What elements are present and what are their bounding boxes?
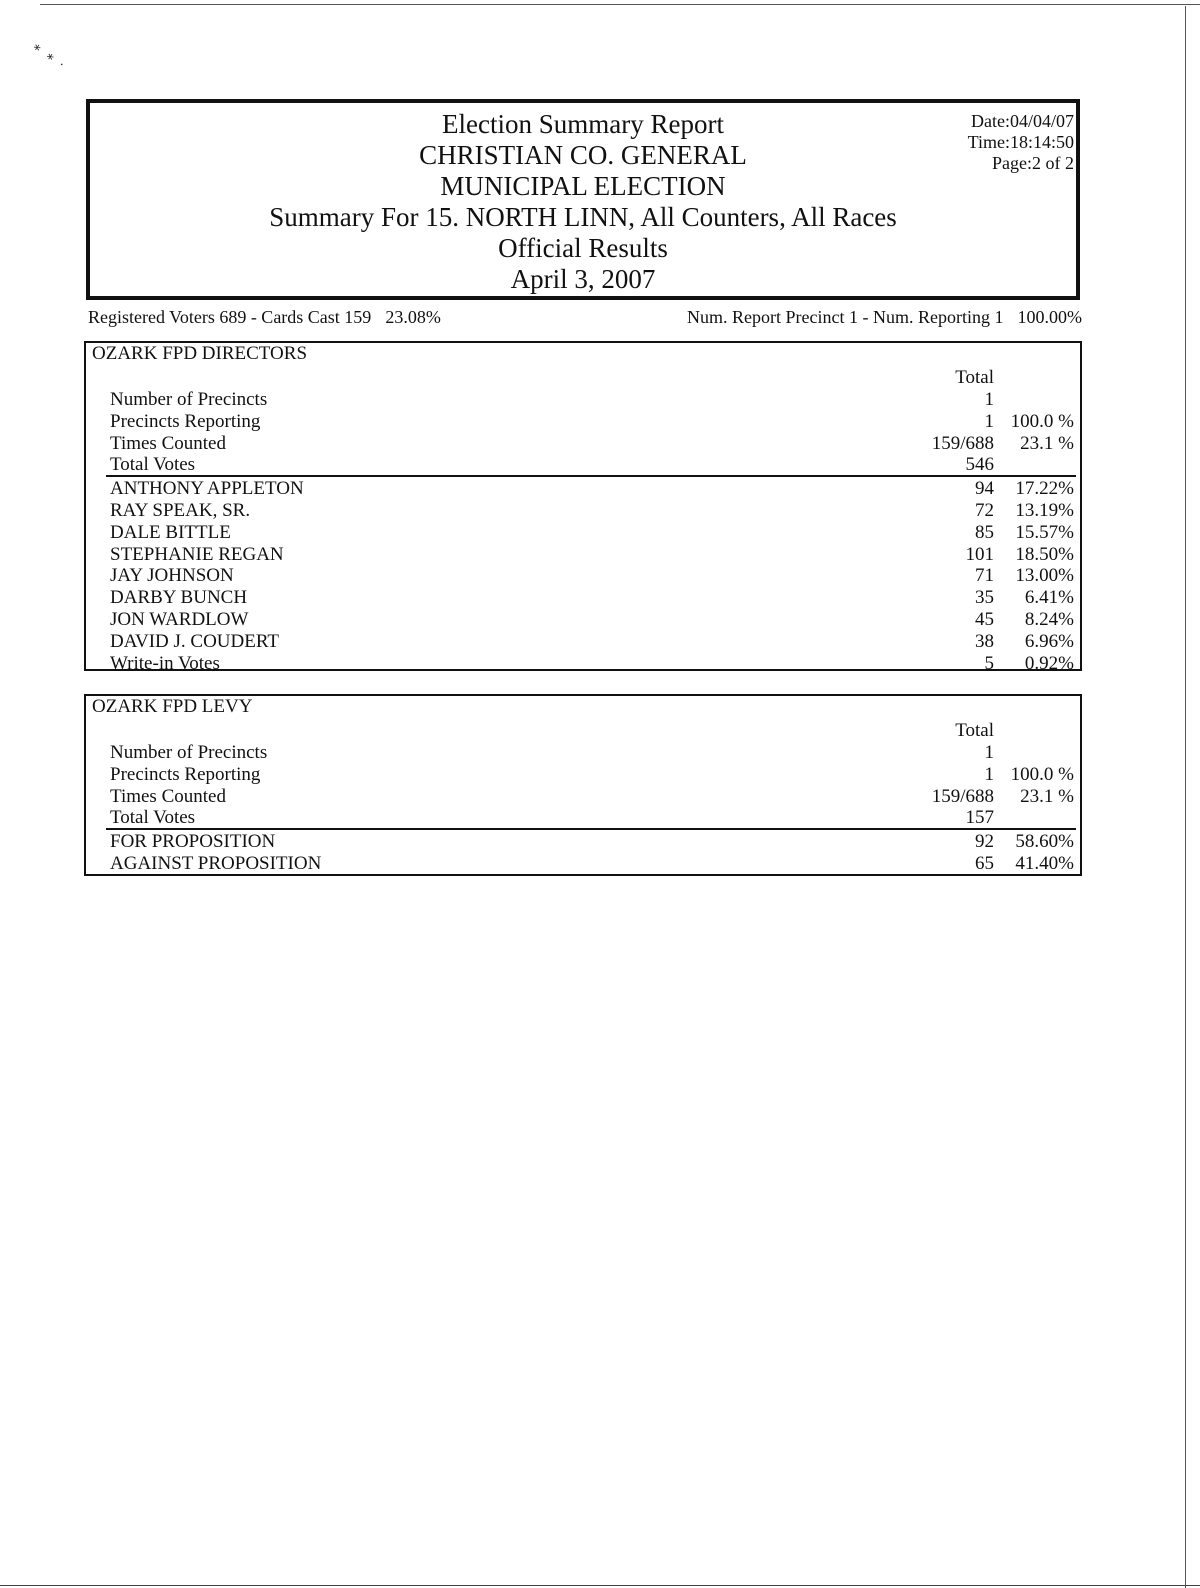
- candidate-row-jon-wardlow: [86, 609, 1080, 631]
- choice-name: JON WARDLOW: [110, 609, 249, 630]
- stat-row-precincts-reporting: [86, 764, 1080, 786]
- stat-value: 157: [965, 807, 994, 829]
- choice-name: Write-in Votes: [110, 652, 220, 674]
- vote-percent: 58.60%: [1015, 831, 1074, 853]
- candidate-row-dale-bittle: [86, 522, 1080, 544]
- candidate-row-darby-bunch: [86, 587, 1080, 609]
- stat-value: 159/688: [931, 432, 994, 454]
- vote-count: 92: [975, 831, 994, 853]
- stat-row-times-counted: [86, 786, 1080, 808]
- report-title: Election Summary Report: [442, 109, 724, 139]
- stat-value: 1: [984, 763, 994, 785]
- candidate-row-jay-johnson: [86, 565, 1080, 587]
- stat-row-total-votes: [86, 454, 1080, 476]
- candidate-row-david-j-coudert: [86, 631, 1080, 653]
- vote-count: 94: [975, 478, 994, 500]
- candidate-row-stephanie-regan: [86, 544, 1080, 566]
- report-date: Date:04/04/07: [971, 111, 1074, 131]
- vote-percent: 18.50%: [1015, 543, 1074, 565]
- stat-value: 1: [984, 410, 994, 432]
- results-status: Official Results: [498, 233, 668, 263]
- stat-percent: 100.0 %: [1010, 410, 1074, 432]
- race-title: OZARK FPD LEVY: [92, 696, 253, 717]
- page-number: Page:2 of 2: [992, 153, 1074, 173]
- race-title: OZARK FPD DIRECTORS: [92, 343, 308, 364]
- choice-name: STEPHANIE REGAN: [110, 543, 284, 565]
- stat-value: 1: [984, 742, 994, 763]
- choice-name: DAVID J. COUDERT: [110, 630, 279, 652]
- stat-row-times-counted: [86, 433, 1080, 455]
- vote-count: 71: [975, 565, 994, 587]
- election-date: April 3, 2007: [510, 264, 656, 294]
- vote-count: 72: [975, 500, 994, 521]
- choice-name: AGAINST PROPOSITION: [110, 853, 322, 874]
- report-meta: [968, 111, 1074, 174]
- vote-count: 45: [975, 609, 994, 630]
- vote-count: 101: [965, 543, 994, 565]
- choice-name: RAY SPEAK, SR.: [110, 500, 251, 521]
- stat-row-total-votes: [86, 807, 1080, 829]
- candidate-row-ray-speak-sr: [86, 500, 1080, 522]
- scan-edge-bottom: [0, 1585, 1200, 1586]
- choice-name: DALE BITTLE: [110, 521, 231, 543]
- stat-label: Number of Precincts: [110, 389, 268, 410]
- precinct-reporting-line: [687, 307, 1082, 328]
- vote-percent: 8.24%: [1024, 609, 1074, 630]
- stat-label: Precincts Reporting: [110, 410, 261, 432]
- election-name: MUNICIPAL ELECTION: [440, 171, 726, 201]
- candidate-row-write-in-votes: [86, 653, 1080, 675]
- report-header: [86, 99, 1080, 300]
- stat-percent: 23.1 %: [1020, 432, 1074, 454]
- report-time: Time:18:14:50: [967, 132, 1074, 152]
- stat-value: 159/688: [931, 785, 994, 807]
- registered-voters-line: [88, 307, 441, 328]
- stat-label: Times Counted: [110, 432, 226, 454]
- stat-row-number-of-precincts: [86, 389, 1080, 411]
- choice-name: ANTHONY APPLETON: [110, 478, 304, 500]
- stat-row-number-of-precincts: [86, 742, 1080, 764]
- vote-count: 35: [975, 587, 994, 609]
- stat-percent: 23.1 %: [1020, 785, 1074, 807]
- candidate-row-anthony-appleton: [86, 478, 1080, 500]
- choice-name: FOR PROPOSITION: [110, 831, 276, 853]
- scan-specks: ∗ ∗ ·: [29, 38, 70, 73]
- vote-count: 85: [975, 521, 994, 543]
- race-box-levy: [84, 694, 1082, 876]
- report-title-block: [90, 109, 1076, 295]
- results-divider: [106, 475, 1076, 477]
- turnout-percent: 23.08%: [385, 307, 441, 327]
- results-divider: [106, 828, 1076, 830]
- precinct-reporting-text: Num. Report Precinct 1 - Num. Reporting 1: [687, 307, 1004, 327]
- choice-name: DARBY BUNCH: [110, 587, 248, 609]
- candidate-row-against-proposition: [86, 853, 1080, 875]
- registered-voters-text: Registered Voters 689 - Cards Cast 159: [88, 307, 372, 327]
- vote-count: 65: [975, 853, 994, 874]
- stat-value: 1: [984, 389, 994, 410]
- candidate-row-for-proposition: [86, 831, 1080, 853]
- stat-label: Precincts Reporting: [110, 763, 261, 785]
- choice-name: JAY JOHNSON: [110, 565, 234, 587]
- vote-percent: 13.19%: [1015, 500, 1074, 521]
- vote-percent: 41.40%: [1015, 853, 1074, 874]
- summary-scope: Summary For 15. NORTH LINN, All Counters, All Races: [269, 202, 897, 232]
- vote-percent: 13.00%: [1015, 565, 1074, 587]
- stat-label: Total Votes: [110, 807, 196, 829]
- vote-percent: 0.92%: [1024, 652, 1074, 674]
- scan-edge-right: [1185, 6, 1186, 1588]
- vote-count: 5: [984, 652, 994, 674]
- vote-percent: 17.22%: [1015, 478, 1074, 500]
- stat-label: Number of Precincts: [110, 742, 268, 763]
- stat-value: 546: [965, 454, 994, 476]
- vote-count: 38: [975, 630, 994, 652]
- stat-label: Times Counted: [110, 785, 226, 807]
- race-box-directors: [84, 341, 1082, 674]
- stat-label: Total Votes: [110, 454, 196, 476]
- vote-percent: 15.57%: [1015, 521, 1074, 543]
- reporting-percent: 100.00%: [1017, 307, 1082, 327]
- vote-percent: 6.41%: [1024, 587, 1074, 609]
- stat-row-precincts-reporting: [86, 411, 1080, 433]
- total-column-header: Total: [955, 367, 994, 388]
- stat-percent: 100.0 %: [1010, 763, 1074, 785]
- vote-percent: 6.96%: [1024, 630, 1074, 652]
- county-line: CHRISTIAN CO. GENERAL: [419, 140, 747, 170]
- total-column-header: Total: [955, 720, 994, 741]
- scan-edge-top: [40, 4, 1200, 5]
